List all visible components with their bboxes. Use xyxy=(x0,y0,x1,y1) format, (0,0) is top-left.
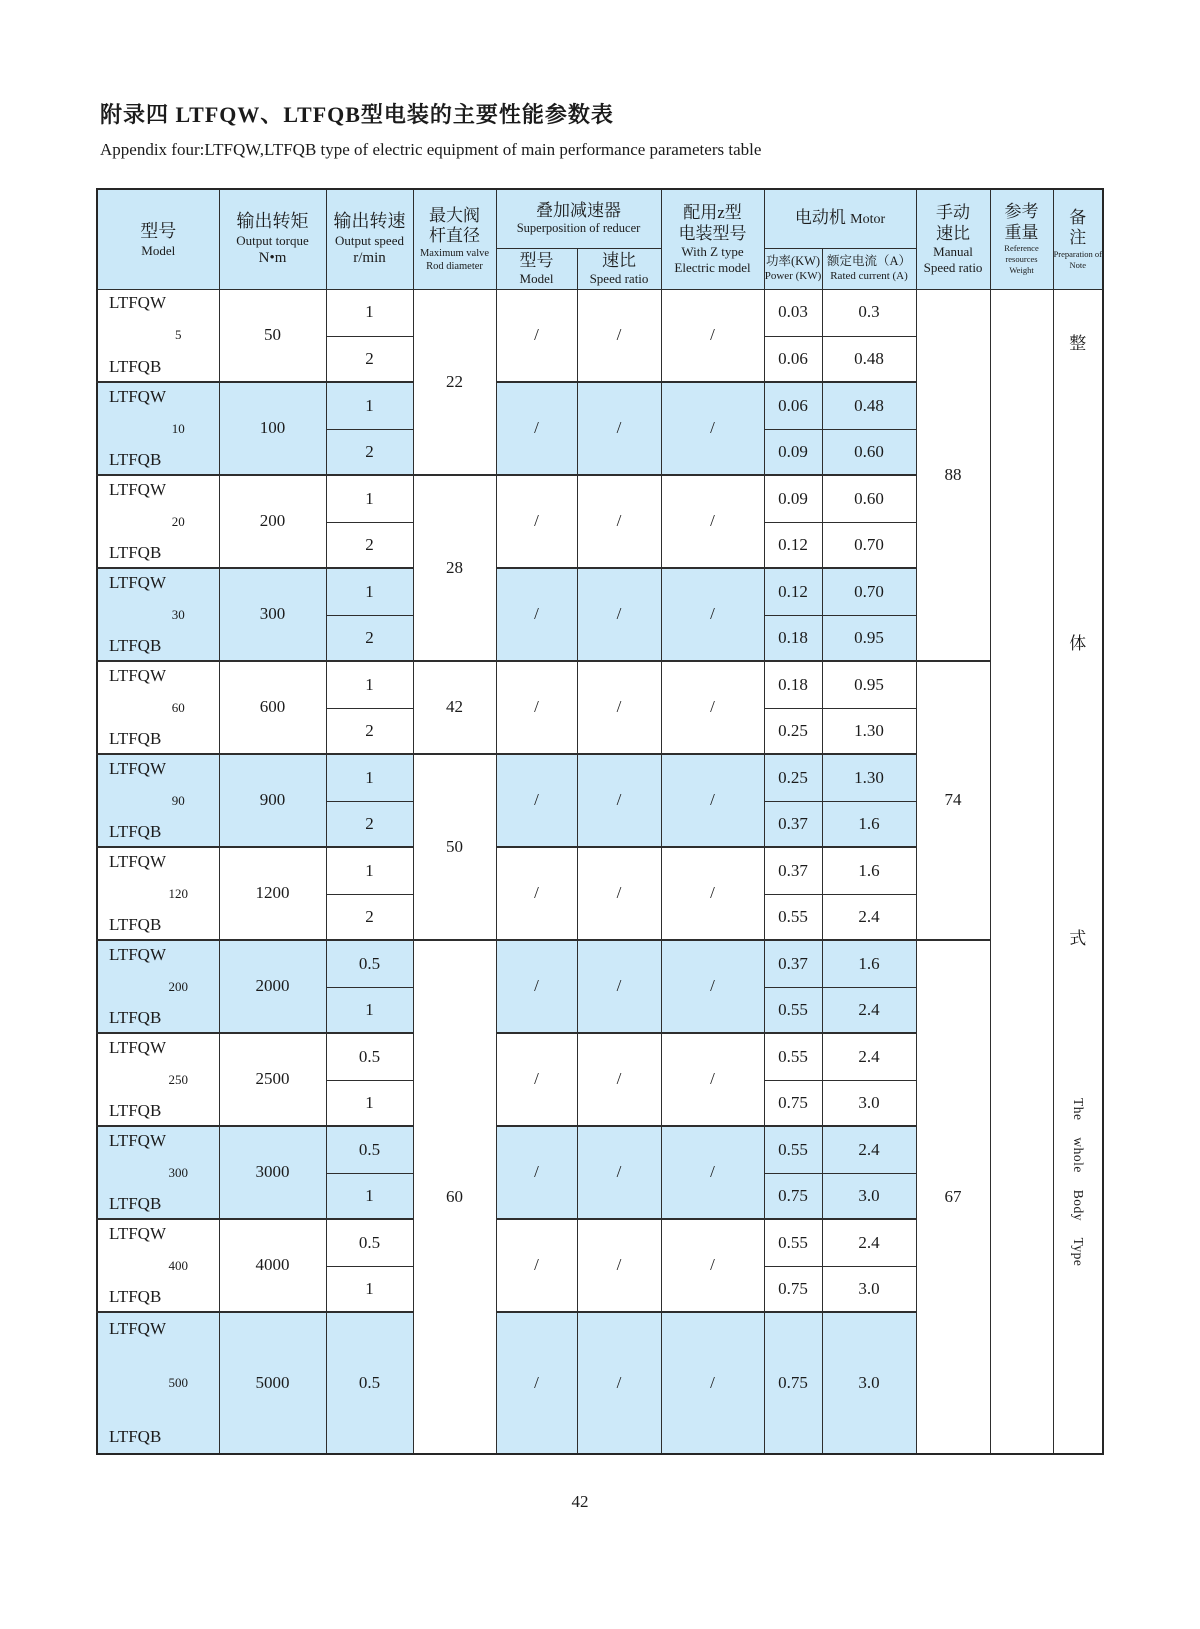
note-char: 式 xyxy=(1069,928,1087,948)
header-current-zh: 额定电流（A） xyxy=(827,254,912,269)
page-title: 附录四 LTFQW、LTFQB型电装的主要性能参数表 xyxy=(100,102,614,127)
reducer-model-cell: / xyxy=(496,382,577,475)
header-motor-group xyxy=(764,189,916,248)
reducer-ratio-cell: / xyxy=(577,1312,661,1454)
model-prefix: LTFQW xyxy=(109,1223,166,1243)
power-cell: 0.55 xyxy=(764,1126,822,1173)
power-cell: 0.12 xyxy=(764,568,822,615)
model-prefix: LTFQW xyxy=(109,758,166,778)
model-box xyxy=(98,290,219,380)
model-prefix: LTFQW xyxy=(109,386,166,406)
model-suffix: LTFQB xyxy=(109,1194,162,1214)
torque-cell: 600 xyxy=(219,661,326,754)
note-char: 体 xyxy=(1069,633,1087,653)
manual-ratio-cell: 88 xyxy=(916,289,990,661)
model-cell xyxy=(97,940,219,1033)
note-cell xyxy=(1053,289,1103,1454)
reducer-ratio-cell: / xyxy=(577,568,661,661)
header-weight-en2: Weight xyxy=(1009,265,1034,276)
header-note-en2: Note xyxy=(1069,259,1087,270)
model-box xyxy=(98,384,219,474)
speed-cell: 1 xyxy=(326,754,413,801)
note-english: The whole Body Type xyxy=(1070,1097,1086,1266)
speed-cell: 0.5 xyxy=(326,1033,413,1080)
speed-cell: 2 xyxy=(326,522,413,568)
reducer-model-cell: / xyxy=(496,847,577,940)
header-model xyxy=(97,189,219,289)
header-torque-zh: 输出转矩 xyxy=(236,211,309,232)
power-cell: 0.75 xyxy=(764,1266,822,1312)
header-speed xyxy=(326,189,413,289)
header-torque-en: Output torque xyxy=(236,232,309,248)
power-cell: 0.25 xyxy=(764,708,822,754)
reducer-model-cell: / xyxy=(496,475,577,568)
header-weight-zh2: 重量 xyxy=(1004,222,1039,242)
model-suffix: LTFQB xyxy=(109,822,162,842)
rod-diameter-cell: 22 xyxy=(413,289,496,475)
speed-cell: 2 xyxy=(326,429,413,475)
speed-cell: 1 xyxy=(326,847,413,894)
header-rod-zh1: 最大阀 xyxy=(429,205,480,225)
header-power-en: Power (KW) xyxy=(764,269,822,282)
header-with-z xyxy=(661,189,764,289)
reducer-ratio-cell: / xyxy=(577,847,661,940)
header-reducer-model-zh: 型号 xyxy=(519,250,554,270)
reducer-model-cell: / xyxy=(496,940,577,1033)
power-cell: 0.55 xyxy=(764,1033,822,1080)
speed-cell: 1 xyxy=(326,475,413,522)
power-cell: 0.18 xyxy=(764,661,822,708)
header-withz-en2: Electric model xyxy=(674,259,751,275)
manual-ratio-cell: 74 xyxy=(916,661,990,940)
current-cell: 1.30 xyxy=(822,708,916,754)
table-row xyxy=(97,940,1103,987)
torque-cell: 1200 xyxy=(219,847,326,940)
model-size: 5 xyxy=(175,327,182,343)
header-manual-en1: Manual xyxy=(933,244,973,260)
torque-cell: 900 xyxy=(219,754,326,847)
header-power-zh: 功率(KW) xyxy=(765,254,821,269)
speed-cell: 2 xyxy=(326,708,413,754)
with-z-cell: / xyxy=(661,382,764,475)
model-suffix: LTFQB xyxy=(109,1008,162,1028)
header-withz-en1: With Z type xyxy=(681,244,744,260)
header-reducer-group xyxy=(496,189,661,248)
header-current-en: Rated current (A) xyxy=(830,269,908,282)
reducer-ratio-cell: / xyxy=(577,1033,661,1126)
model-cell xyxy=(97,1126,219,1219)
model-cell xyxy=(97,382,219,475)
with-z-cell: / xyxy=(661,1126,764,1219)
with-z-cell: / xyxy=(661,847,764,940)
power-cell: 0.55 xyxy=(764,987,822,1033)
model-suffix: LTFQB xyxy=(109,636,162,656)
weight-cell xyxy=(990,289,1053,1454)
header-row-1 xyxy=(97,189,1103,248)
current-cell: 0.70 xyxy=(822,522,916,568)
current-cell: 3.0 xyxy=(822,1312,916,1454)
reducer-ratio-cell: / xyxy=(577,661,661,754)
model-box xyxy=(98,756,219,846)
current-cell: 3.0 xyxy=(822,1266,916,1312)
page-number: 42 xyxy=(571,1492,589,1511)
current-cell: 0.3 xyxy=(822,289,916,336)
spec-table xyxy=(96,188,1104,1455)
model-cell xyxy=(97,754,219,847)
power-cell: 0.06 xyxy=(764,336,822,382)
table-row xyxy=(97,289,1103,336)
model-size: 20 xyxy=(171,513,185,529)
header-speed-en: Output speed xyxy=(335,232,404,248)
header-note-zh2: 注 xyxy=(1069,228,1087,248)
header-withz-zh2: 电装型号 xyxy=(678,223,747,243)
current-cell: 1.6 xyxy=(822,801,916,847)
model-prefix: LTFQW xyxy=(109,1130,166,1150)
model-cell xyxy=(97,1033,219,1126)
current-cell: 2.4 xyxy=(822,1033,916,1080)
reducer-model-cell: / xyxy=(496,1126,577,1219)
model-prefix: LTFQW xyxy=(109,572,166,592)
model-prefix: LTFQW xyxy=(109,851,166,871)
model-box xyxy=(98,849,219,939)
model-cell xyxy=(97,847,219,940)
table-row xyxy=(97,661,1103,708)
reducer-model-cell: / xyxy=(496,568,577,661)
with-z-cell: / xyxy=(661,289,764,382)
reducer-model-cell: / xyxy=(496,661,577,754)
with-z-cell: / xyxy=(661,1219,764,1312)
header-rod-en2: Rod diameter xyxy=(426,260,483,272)
with-z-cell: / xyxy=(661,1312,764,1454)
power-cell: 0.75 xyxy=(764,1173,822,1219)
current-cell: 3.0 xyxy=(822,1173,916,1219)
speed-cell: 2 xyxy=(326,894,413,940)
torque-cell: 2000 xyxy=(219,940,326,1033)
note-char: 整 xyxy=(1069,333,1087,353)
header-reducer-model-en: Model xyxy=(519,270,554,286)
header-note-zh1: 备 xyxy=(1069,207,1087,227)
header-reducer-model xyxy=(496,248,577,289)
power-cell: 0.12 xyxy=(764,522,822,568)
header-reducer-en: Superposition of reducer xyxy=(516,221,641,236)
header-reducer-ratio-zh: 速比 xyxy=(602,250,636,270)
with-z-cell: / xyxy=(661,1033,764,1126)
reducer-model-cell: / xyxy=(496,1033,577,1126)
speed-cell: 2 xyxy=(326,615,413,661)
speed-cell: 0.5 xyxy=(326,940,413,987)
model-prefix: LTFQW xyxy=(109,665,166,685)
with-z-cell: / xyxy=(661,475,764,568)
speed-cell: 1 xyxy=(326,1266,413,1312)
header-torque xyxy=(219,189,326,289)
model-box xyxy=(98,663,219,753)
speed-cell: 1 xyxy=(326,382,413,429)
page-subtitle: Appendix four:LTFQW,LTFQB type of electric equipment of main performance parameters table xyxy=(100,140,762,159)
with-z-cell: / xyxy=(661,661,764,754)
rod-diameter-cell: 50 xyxy=(413,754,496,940)
speed-cell: 1 xyxy=(326,1173,413,1219)
rod-diameter-cell: 60 xyxy=(413,940,496,1454)
model-size: 30 xyxy=(171,606,185,622)
speed-cell: 2 xyxy=(326,336,413,382)
model-prefix: LTFQW xyxy=(109,479,166,499)
model-cell xyxy=(97,289,219,382)
header-rod-zh2: 杆直径 xyxy=(429,226,480,246)
current-cell: 3.0 xyxy=(822,1080,916,1126)
header-reducer-ratio xyxy=(577,248,661,289)
reducer-ratio-cell: / xyxy=(577,382,661,475)
power-cell: 0.75 xyxy=(764,1080,822,1126)
header-model-en: Model xyxy=(141,242,176,258)
model-box xyxy=(98,1221,219,1311)
model-box xyxy=(98,942,219,1032)
model-prefix: LTFQW xyxy=(109,1319,166,1338)
current-cell: 0.48 xyxy=(822,336,916,382)
header-speed-unit: r/min xyxy=(353,249,386,266)
current-cell: 2.4 xyxy=(822,987,916,1033)
current-cell: 1.30 xyxy=(822,754,916,801)
current-cell: 0.60 xyxy=(822,429,916,475)
model-box xyxy=(98,1128,219,1218)
model-size: 500 xyxy=(168,1375,188,1391)
model-size: 60 xyxy=(171,699,185,715)
reducer-ratio-cell: / xyxy=(577,1219,661,1312)
header-power xyxy=(764,248,822,289)
header-model-zh: 型号 xyxy=(140,221,177,242)
power-cell: 0.18 xyxy=(764,615,822,661)
torque-cell: 50 xyxy=(219,289,326,382)
model-cell xyxy=(97,1219,219,1312)
torque-cell: 3000 xyxy=(219,1126,326,1219)
speed-cell: 1 xyxy=(326,661,413,708)
torque-cell: 2500 xyxy=(219,1033,326,1126)
model-suffix: LTFQB xyxy=(109,1426,162,1446)
current-cell: 0.95 xyxy=(822,661,916,708)
model-box xyxy=(98,477,219,567)
header-manual-zh1: 手动 xyxy=(936,203,971,223)
model-prefix: LTFQW xyxy=(109,293,166,313)
current-cell: 1.6 xyxy=(822,940,916,987)
current-cell: 2.4 xyxy=(822,1219,916,1266)
model-suffix: LTFQB xyxy=(109,915,162,935)
power-cell: 0.55 xyxy=(764,1219,822,1266)
power-cell: 0.09 xyxy=(764,475,822,522)
current-cell: 2.4 xyxy=(822,894,916,940)
with-z-cell: / xyxy=(661,754,764,847)
model-suffix: LTFQB xyxy=(109,356,162,376)
model-suffix: LTFQB xyxy=(109,543,162,563)
model-box xyxy=(98,1035,219,1125)
power-cell: 0.37 xyxy=(764,940,822,987)
header-manual-ratio xyxy=(916,189,990,289)
torque-cell: 200 xyxy=(219,475,326,568)
power-cell: 0.37 xyxy=(764,847,822,894)
reducer-model-cell: / xyxy=(496,754,577,847)
current-cell: 2.4 xyxy=(822,1126,916,1173)
header-torque-unit: N•m xyxy=(258,249,287,266)
header-speed-zh: 输出转速 xyxy=(333,211,406,232)
with-z-cell: / xyxy=(661,568,764,661)
model-size: 200 xyxy=(168,978,188,994)
model-suffix: LTFQB xyxy=(109,729,162,749)
speed-cell: 1 xyxy=(326,987,413,1033)
header-weight xyxy=(990,189,1053,289)
power-cell: 0.37 xyxy=(764,801,822,847)
speed-cell: 0.5 xyxy=(326,1219,413,1266)
reducer-model-cell: / xyxy=(496,1219,577,1312)
reducer-ratio-cell: / xyxy=(577,754,661,847)
speed-cell: 2 xyxy=(326,801,413,847)
rod-diameter-cell: 28 xyxy=(413,475,496,661)
power-cell: 0.55 xyxy=(764,894,822,940)
power-cell: 0.06 xyxy=(764,382,822,429)
header-manual-en2: Speed ratio xyxy=(923,259,983,275)
header-reducer-ratio-en: Speed ratio xyxy=(589,270,649,286)
reducer-ratio-cell: / xyxy=(577,475,661,568)
reducer-model-cell: / xyxy=(496,289,577,382)
model-cell xyxy=(97,661,219,754)
model-box xyxy=(98,570,219,660)
model-size: 250 xyxy=(168,1071,188,1087)
model-size: 300 xyxy=(168,1164,188,1180)
torque-cell: 100 xyxy=(219,382,326,475)
model-size: 10 xyxy=(171,420,185,436)
reducer-ratio-cell: / xyxy=(577,289,661,382)
current-cell: 0.60 xyxy=(822,475,916,522)
torque-cell: 300 xyxy=(219,568,326,661)
header-manual-zh2: 速比 xyxy=(936,223,971,243)
model-size: 90 xyxy=(171,792,185,808)
speed-cell: 1 xyxy=(326,1080,413,1126)
torque-cell: 5000 xyxy=(219,1312,326,1454)
model-suffix: LTFQB xyxy=(109,450,162,470)
power-cell: 0.03 xyxy=(764,289,822,336)
with-z-cell: / xyxy=(661,940,764,1033)
model-size: 400 xyxy=(168,1257,188,1273)
header-current xyxy=(822,248,916,289)
reducer-model-cell: / xyxy=(496,1312,577,1454)
model-cell xyxy=(97,1312,219,1454)
speed-cell: 1 xyxy=(326,289,413,336)
current-cell: 0.70 xyxy=(822,568,916,615)
current-cell: 0.95 xyxy=(822,615,916,661)
header-note xyxy=(1053,189,1103,289)
power-cell: 0.25 xyxy=(764,754,822,801)
power-cell: 0.09 xyxy=(764,429,822,475)
model-prefix: LTFQW xyxy=(109,1037,166,1057)
manual-ratio-cell: 67 xyxy=(916,940,990,1454)
model-cell xyxy=(97,568,219,661)
current-cell: 0.48 xyxy=(822,382,916,429)
header-rod-diameter xyxy=(413,189,496,289)
current-cell: 1.6 xyxy=(822,847,916,894)
header-note-en1: Preparation of xyxy=(1053,248,1102,259)
spec-table-wrapper xyxy=(96,188,1104,1455)
header-motor-zh: 电动机 xyxy=(794,208,846,228)
power-cell: 0.75 xyxy=(764,1312,822,1454)
speed-cell: 0.5 xyxy=(326,1312,413,1454)
reducer-ratio-cell: / xyxy=(577,1126,661,1219)
reducer-ratio-cell: / xyxy=(577,940,661,1033)
header-withz-zh1: 配用z型 xyxy=(683,203,742,223)
rod-diameter-cell: 42 xyxy=(413,661,496,754)
model-box xyxy=(98,1313,219,1453)
model-suffix: LTFQB xyxy=(109,1287,162,1307)
header-weight-en1: Reference resources xyxy=(1004,243,1039,265)
speed-cell: 0.5 xyxy=(326,1126,413,1173)
model-suffix: LTFQB xyxy=(109,1101,162,1121)
header-weight-zh1: 参考 xyxy=(1004,202,1039,222)
model-prefix: LTFQW xyxy=(109,944,166,964)
model-size: 120 xyxy=(168,885,188,901)
header-motor-en: Motor xyxy=(850,212,886,228)
speed-cell: 1 xyxy=(326,568,413,615)
header-reducer-zh: 叠加减速器 xyxy=(536,201,621,221)
header-rod-en1: Maximum valve xyxy=(419,247,490,259)
torque-cell: 4000 xyxy=(219,1219,326,1312)
model-cell xyxy=(97,475,219,568)
